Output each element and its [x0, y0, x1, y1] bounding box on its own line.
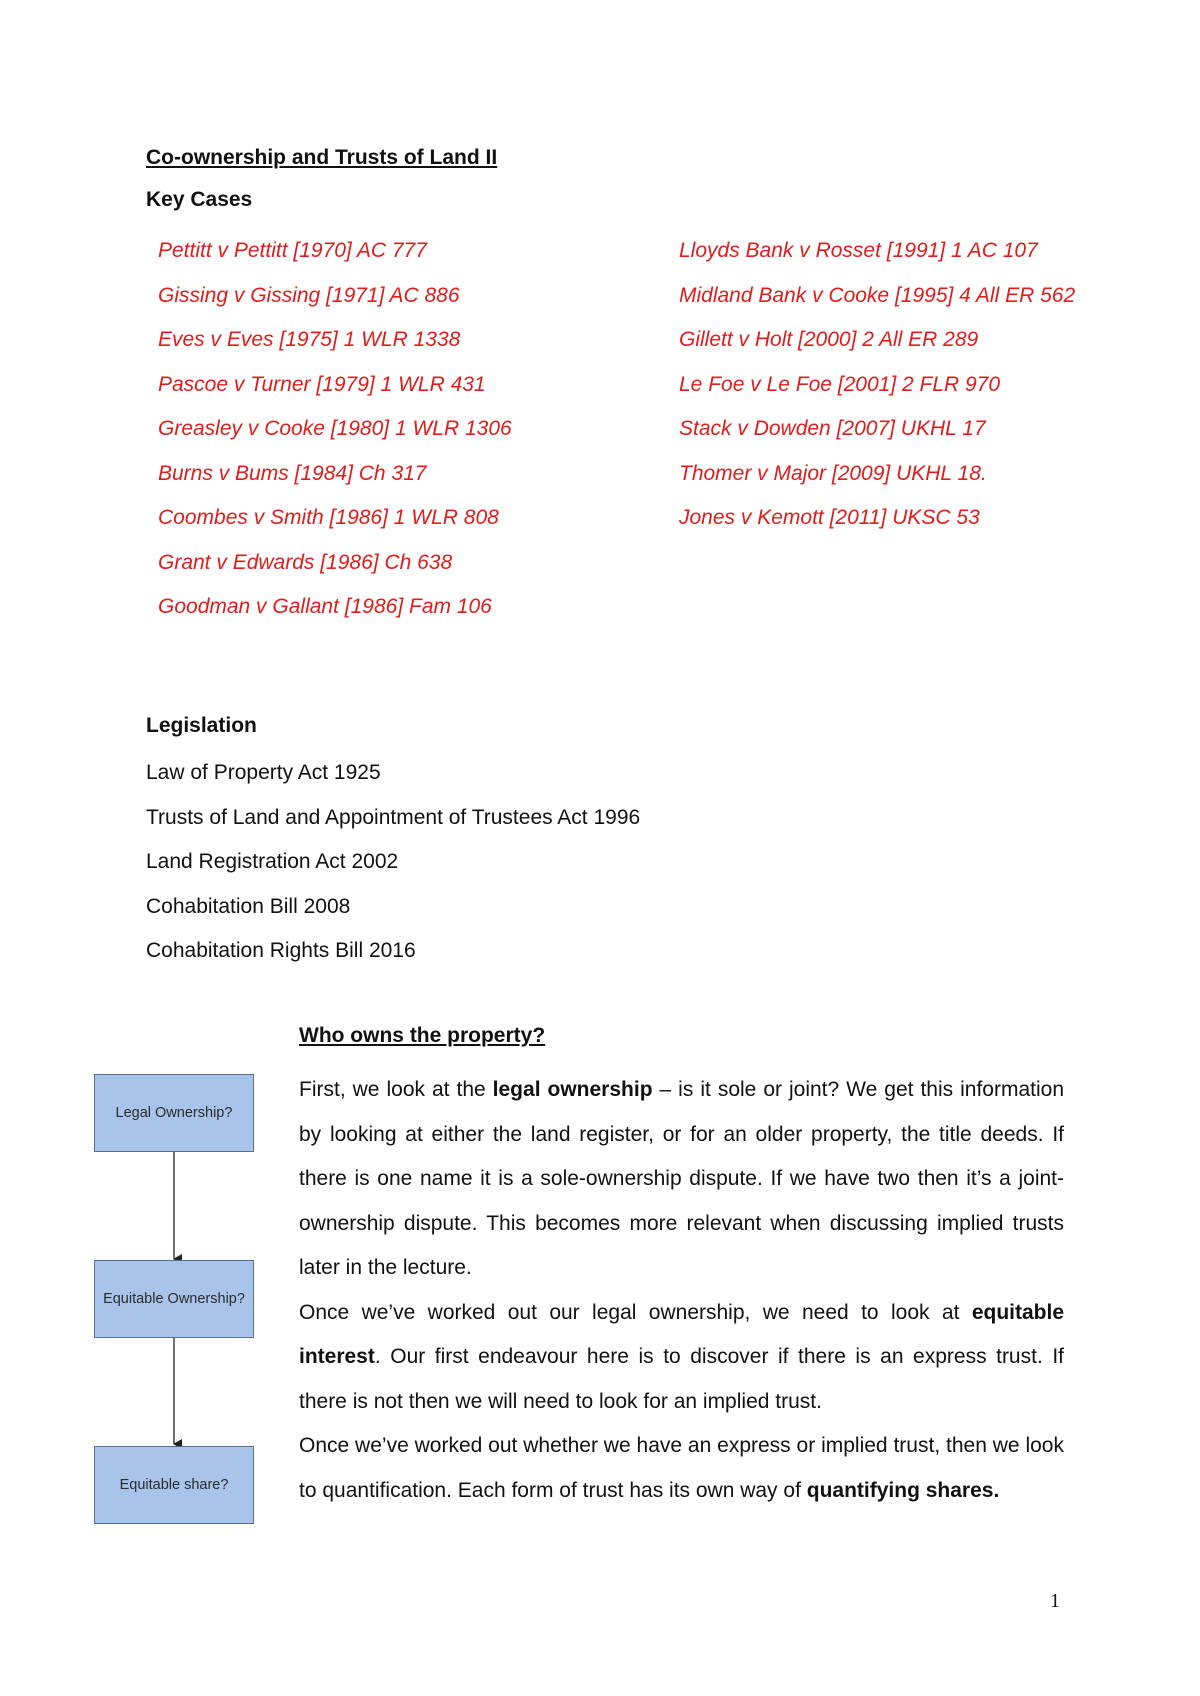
case-item: Midland Bank v Cooke [1995] 4 All ER 562	[679, 283, 1076, 307]
emphasis-legal-ownership: legal ownership	[492, 1078, 653, 1101]
case-item: Greasley v Cooke [1980] 1 WLR 1306	[158, 417, 512, 440]
legislation-item: Cohabitation Bill 2008	[146, 894, 351, 918]
case-item: Pascoe v Turner [1979] 1 WLR 431	[158, 372, 486, 396]
case-item: Pettitt v Pettitt [1970] AC 777	[158, 239, 427, 262]
case-item: Jones v Kemott [2011] UKSC 53	[679, 506, 980, 529]
case-item: Coombes v Smith [1986] 1 WLR 808	[158, 506, 499, 529]
legislation-item: Law of Property Act 1925	[146, 761, 381, 784]
cases-list-left	[158, 236, 512, 637]
emphasis-equitable-interest: equitable interest	[299, 1300, 1064, 1368]
legislation-item: Cohabitation Rights Bill 2016	[146, 939, 416, 962]
flow-box-legal-ownership: Legal Ownership?	[94, 1074, 254, 1152]
paragraph-equitable-interest: Once we’ve worked out our legal ownership, we need to look at equitable interest. Our first endeavour here is to discover if there is an express trust. If there is not then we will need to look for an implied trust.	[299, 1300, 1064, 1413]
section-heading: Who owns the property?	[299, 1024, 546, 1047]
case-item: Goodman v Gallant [1986] Fam 106	[158, 595, 492, 618]
key-cases-heading: Key Cases	[146, 188, 253, 211]
case-item: Thomer v Major [2009] UKHL 18.	[679, 461, 987, 485]
case-item: Eves v Eves [1975] 1 WLR 1338	[158, 328, 461, 351]
legislation-item: Trusts of Land and Appointment of Trustees Act 1996	[146, 805, 641, 829]
case-item: Grant v Edwards [1986] Ch 638	[158, 550, 453, 574]
case-item: Stack v Dowden [2007] UKHL 17	[679, 417, 986, 440]
ownership-flowchart	[92, 1074, 256, 1534]
emphasis-quantifying-shares: quantifying shares.	[806, 1478, 1000, 1502]
case-item: Gissing v Gissing [1971] AC 886	[158, 283, 460, 307]
legislation-heading: Legislation	[146, 714, 257, 737]
legislation-item: Land Registration Act 2002	[146, 850, 399, 873]
cases-list-right	[679, 236, 1075, 548]
case-item: Burns v Bums [1984] Ch 317	[158, 461, 427, 485]
section-body	[299, 1068, 1064, 1513]
flow-box-equitable-ownership: Equitable Ownership?	[94, 1260, 254, 1338]
page-number: 1	[1050, 1590, 1060, 1612]
case-item: Lloyds Bank v Rosset [1991] 1 AC 107	[679, 239, 1038, 262]
paragraph-quantification: Once we’ve worked out whether we have an express or implied trust, then we look to quantification. Each form of trust has its own way of quantifying shares.	[299, 1434, 1064, 1502]
legislation-list	[146, 758, 640, 981]
document-title: Co-ownership and Trusts of Land II	[146, 146, 498, 169]
paragraph-legal-ownership: First, we look at the legal ownership – is it sole or joint? We get this information by looking at either the land register, or for an older property, the title deeds. If there is one name it is a sole-ownership dispute. If we have two then it’s a joint-ownership dispute. This becomes more relevant when discussing implied trusts later in the lecture.	[299, 1078, 1065, 1279]
case-item: Gillett v Holt [2000] 2 All ER 289	[679, 328, 979, 351]
case-item: Le Foe v Le Foe [2001] 2 FLR 970	[679, 372, 1001, 396]
flow-box-equitable-share: Equitable share?	[94, 1446, 254, 1524]
